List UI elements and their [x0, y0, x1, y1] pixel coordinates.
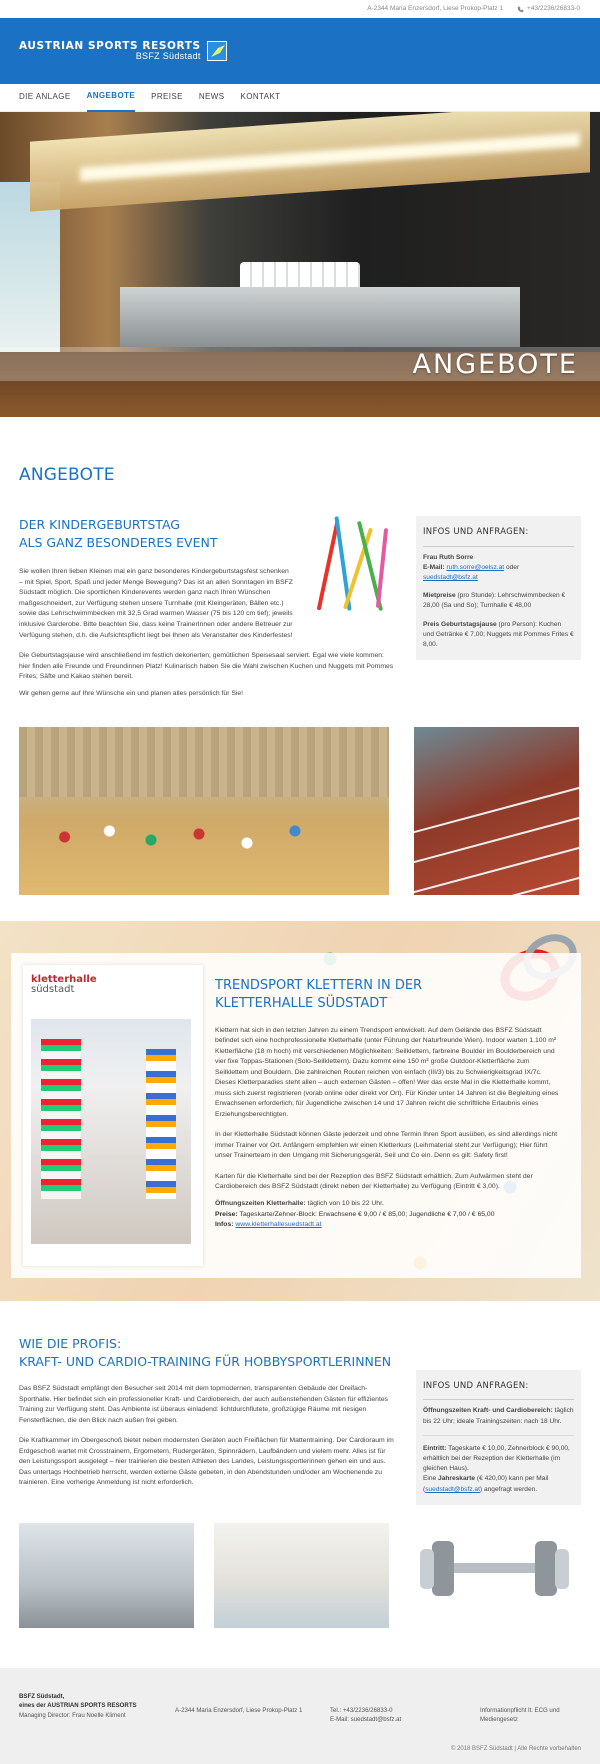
gym-info-box-title: INFOS UND ANFRAGEN:	[423, 1380, 574, 1400]
footer-director: Managing Director: Frau Noelle Kliment	[19, 1711, 126, 1719]
climbing-paragraph-1: Klettern hat sich in den letzten Jahren zu einem Trendsport entwickelt. Auf dem Gelände des BSFZ Südstadt befindet sich eine hochprofessionelle Kletterhalle (unter Führung der Naturfreunde Wien). Indoor warten 1.100 m² Kletterfläche (18 m hoch) mit verschiedenen Möglichkeiten: Seilklettern, farbreine Boulder im Boulderbereich und vier fixe Toppas-Stationen (Solo-Seilklettern). Dazu kommt eine 150 m² große Outdoor-Kletterfläche zum Seilklettern und Bouldern. Die zahlreichen Routen reichen von einfach (III/3) bis zu Schwierigkeitsgrad IX/7c. Dieses Kletterparadies steht allen – auch externen Gästen – offen! Wer das erste Mal in die Kletterhalle kommt, muss sich zuerst registrieren (vorab online oder direkt vor Ort). Für Kinder unter 14 Jahren ist die Begleitung eines Erwachsenen erforderlich, für Jugendliche zwischen 14 und 17 Jahren reicht die schriftliche Erlaubnis eines Erziehungsberechtigten.	[215, 1026, 559, 1118]
hero-image	[0, 112, 600, 417]
kletterhalle-logo-line-2: südstadt	[31, 984, 75, 996]
info-box-title: INFOS UND ANFRAGEN:	[423, 526, 574, 546]
climbing-heading-line-2: KLETTERHALLE SÜDSTADT	[215, 996, 388, 1012]
entry-text: Tageskarte € 10,00, Zehnerblock € 90,00, erhältlich bei der Rezeption der Kletterhalle (im gleichen Haus).	[423, 1444, 570, 1473]
sports-photos	[19, 727, 581, 895]
logo-mark-icon	[207, 41, 227, 61]
entry-label: Eintritt:	[423, 1444, 447, 1452]
logo-line-2: BSFZ Südstadt	[135, 50, 201, 61]
gym-paragraph-1: Das BSFZ Südstadt empfängt den Besucher seit 2014 mit dem topmodernen, transparenten Gebäude der Dreifach-Sporthalle. Hier befindet sich ein professioneller Kraft- und Cardiobereich, der auch außenstehenden Gästen für effizientes Training zur Verfügung steht. Das Ambiente ist überaus einladend: lichtdurchflutete, großzügige Räume mit riesigen Fensterflächen, die den Blick nach außen frei geben.	[19, 1385, 389, 1424]
climbing-hours-text: täglich von 10 bis 22 Uhr.	[307, 1200, 384, 1207]
copyright: © 2018 BSFZ Südstadt | Alle Rechte vorbehalten	[450, 1745, 581, 1752]
climbing-heading-line-1: TRENDSPORT KLETTERN IN DER	[215, 978, 423, 994]
climbing-prices	[215, 1210, 561, 1221]
climbing-infos-label: Infos:	[215, 1221, 234, 1229]
footer-org-1: BSFZ Südstadt,	[19, 1692, 65, 1700]
hero-counter	[120, 287, 520, 347]
email-link-ruth[interactable]: ruth.sorre@oelsz.at	[446, 563, 505, 571]
site-footer	[0, 1668, 600, 1764]
nav-item-preise[interactable]: PREISE	[151, 92, 183, 102]
page-title: ANGEBOTE	[19, 465, 115, 485]
site-header	[0, 18, 600, 84]
gym-paragraph-2: Die Kraftkammer im Obergeschoß bietet neben modernsten Geräten auch Freiflächen für Mattentraining. Der Cardioraum im Erdgeschoß wartet mit Crosstrainern, Ergometern, Rudergeräten, Spinnrädern, Laufbändern und vielem mehr. Alles ist für den Leistungssport ausgelegt – hier trainieren die besten Athleten des Landes, Leistungssportlerinnen gehen ein und aus. Das untertags Hochbetrieb herrscht, werden externe Gäste gebeten, in den Abendstunden und/oder am Wochenende zu trainieren. Eine vorherige Anmeldung ist nicht erforderlich.	[19, 1437, 394, 1487]
climbing-paragraph-2: In der Kletterhalle Südstadt können Gäste jederzeit und ohne Termin Ihren Sport ausüben, es sind allerdings nicht immer Trainer vor Ort. Anfängern empfehlen wir einen Kletterkurs (Leihmaterial steht zur Verfügung); Hier führt unser Trainerteam in den Umgang mit Sicherungsgerät, Seil und Co ein. Denn es gilt: Safety first!	[215, 1131, 558, 1160]
rent-text: (pro Stunde): Lehrschwimmbecken € 28,00 (Sa und So); Turnhalle € 48,00	[423, 592, 566, 610]
email-label: E-Mail:	[423, 563, 445, 571]
climbing-panel	[11, 953, 581, 1278]
gym-hours-label: Öffnungszeiten Kraft- und Cardiobereich:	[423, 1407, 553, 1415]
running-track-photo	[414, 727, 579, 895]
site-logo[interactable]	[19, 41, 227, 61]
or-text: oder	[505, 563, 520, 571]
climbing-wall-photo	[31, 1019, 191, 1244]
birthday-paragraph-1: Sie wollen Ihren lieben Kleinen mal ein ganz besonderes Kindergeburtstagsfest schenken – mit Spiel, Sport, Spaß und jeder Menge Bewegung? Das ist an allen Sonntagen im BSFZ Südstadt möglich. Die sportlichen Kinderevents werden ganz nach Ihren Wünschen maßgeschneidert, zur Verfügung stehen unsere Turnhalle (mit Kleingeräten, Bällen etc.) sowie das Lehrschwimmbecken mit 32,5 Grad warmen Wasser (75 bis 120 cm tief); jeweils inklusive Garderobe. Bitte beachten Sie, dass keine TrainerInnen oder andere Betreuer zur Verfügung stehen, d.h. die Aufsichtspflicht liegt bei Ihnen als Veranstalter des Kinderfestes!	[19, 568, 293, 639]
climbing-prices-text: Tageskarte/Zehner-Block: Erwachsene € 9,00 / € 85,00; Jugendliche € 7,00 / € 65,00	[239, 1210, 495, 1218]
kletterhalle-logo-line-1: kletterhalle	[31, 974, 97, 986]
climbing-hours-label: Öffnungszeiten Kletterhalle:	[215, 1200, 306, 1207]
rent-label: Mietpreise	[423, 592, 456, 600]
climbing-infos	[215, 1220, 561, 1231]
gym-heading	[19, 1335, 396, 1370]
year-label: Jahreskarte	[438, 1475, 476, 1483]
party-ribbons-image	[306, 516, 396, 621]
birthday-heading-line-1: DER KINDERGEBURTSTAG	[19, 517, 180, 533]
gym-section	[19, 1335, 581, 1505]
gym-heading-line-2: KRAFT- UND CARDIO-TRAINING FÜR HOBBYSPORTLERINNEN	[19, 1353, 392, 1369]
nav-item-angebote[interactable]: ANGEBOTE	[87, 84, 136, 112]
gym-info-box: INFOS UND ANFRAGEN: Öffnungszeiten Kraft- und Cardiobereich: täglich bis 22 Uhr; ideale Trainingszeiten: nach 18 Uhr. Eintritt: Tageskarte € 10,00, Zehnerblock € 90,00, erhältlich bei der Rezeption der Kletterhalle (im gleichen Haus). Eine Jahreskarte (€ 420,00) kann per Mail (suedstadt@bsfz.at) angefragt werden.	[416, 1370, 581, 1505]
logo-line-1: AUSTRIAN SPORTS RESORTS	[19, 39, 201, 52]
birthday-heading	[19, 516, 294, 551]
jause-label: Preis Geburtstagsjause	[423, 620, 497, 628]
main-nav	[0, 84, 600, 112]
hero-title: ANGEBOTE	[412, 349, 578, 380]
birthday-heading-line-2: ALS GANZ BESONDERES EVENT	[19, 534, 218, 550]
year-email-link[interactable]: suedstadt@bsfz.at	[425, 1485, 480, 1493]
weight-room-photo	[19, 1523, 194, 1628]
cardio-room-photo	[214, 1523, 389, 1628]
year-prefix: Eine	[423, 1475, 437, 1483]
gym-heading-line-1: WIE DIE PROFIS:	[19, 1336, 122, 1352]
top-bar	[0, 0, 600, 18]
footer-email[interactable]: E-Mail: suedstadt@bsfz.at	[330, 1716, 402, 1724]
kletterhalle-logo[interactable]	[31, 975, 195, 995]
email-link-suedstadt[interactable]: suedstadt@bsfz.at	[423, 573, 478, 581]
phone-contact[interactable]	[517, 4, 580, 14]
climbing-section	[0, 921, 600, 1301]
footer-org-2: eines der AUSTRIAN SPORTS RESORTS	[19, 1702, 137, 1710]
gym-photos	[19, 1523, 581, 1628]
contact-name: Frau Ruth Sorre	[423, 553, 474, 561]
climbing-hours	[215, 1199, 561, 1210]
footer-legal-link[interactable]: Informationpflicht lt. ECG und Mediengesetz	[480, 1706, 560, 1724]
gym-kids-photo	[19, 727, 389, 895]
footer-address: A-2344 Maria Enzersdorf, Liese Prokop-Platz 1	[175, 1706, 303, 1714]
year-text: (€ 420,00) kann per Mail	[476, 1475, 549, 1483]
phone-icon	[517, 6, 524, 13]
birthday-paragraph-2: Die Geburtstagsjause wird anschließend im festlich dekorierten, gemütlichen Speisesaal serviert. Egal wie viele kommen: hier finden alle Freunde und Freundinnen Platz! Kulinarisch haben Sie die Wahl zwischen Kuchen und Nuggets mit Pommes Frites; Säfte und Kakao stehen bereit.	[19, 652, 394, 681]
birthday-paragraph-3: Wir gehen gerne auf Ihre Wünsche ein und planen alles persönlich für Sie!	[19, 689, 244, 697]
climbing-heading	[215, 977, 561, 1013]
kletterhalle-website-link[interactable]: www.kletterhallesuedstadt.at	[235, 1221, 322, 1229]
climbing-paragraph-3: Karten für die Kletterhalle sind bei der Rezeption des BSFZ Südstadt erhältlich. Zum Aufwärmen steht der Cardiobereich des BSFZ Südstadt (direkt neben der Kletterhalle) zu Verfügung (Eintritt € 3,00).	[215, 1172, 533, 1191]
nav-item-news[interactable]: NEWS	[198, 92, 225, 102]
nav-item-kontakt[interactable]: KONTAKT	[240, 92, 281, 102]
phone-number: +43/2236/26833-0	[527, 4, 580, 12]
year-suffix: angefragt werden.	[483, 1485, 538, 1493]
birthday-section	[19, 516, 581, 699]
footer-tel: Tel.: +43/2236/26833-0	[330, 1706, 393, 1714]
climbing-prices-label: Preise:	[215, 1210, 238, 1218]
gym-hours-text: täglich bis 22 Uhr; ideale Trainingszeiten: nach 18 Uhr.	[423, 1407, 574, 1425]
jause-text: (pro Person): Kuchen und Getränke € 7,00; Nuggets mit Pommes Frites € 8,00.	[423, 620, 574, 649]
nav-item-die-anlage[interactable]: DIE ANLAGE	[19, 92, 71, 102]
birthday-info-box	[416, 516, 581, 660]
dumbbell-icon	[412, 1513, 577, 1623]
address-text: A-2344 Maria Enzersdorf, Liese Prokop-Platz 1	[367, 4, 504, 12]
